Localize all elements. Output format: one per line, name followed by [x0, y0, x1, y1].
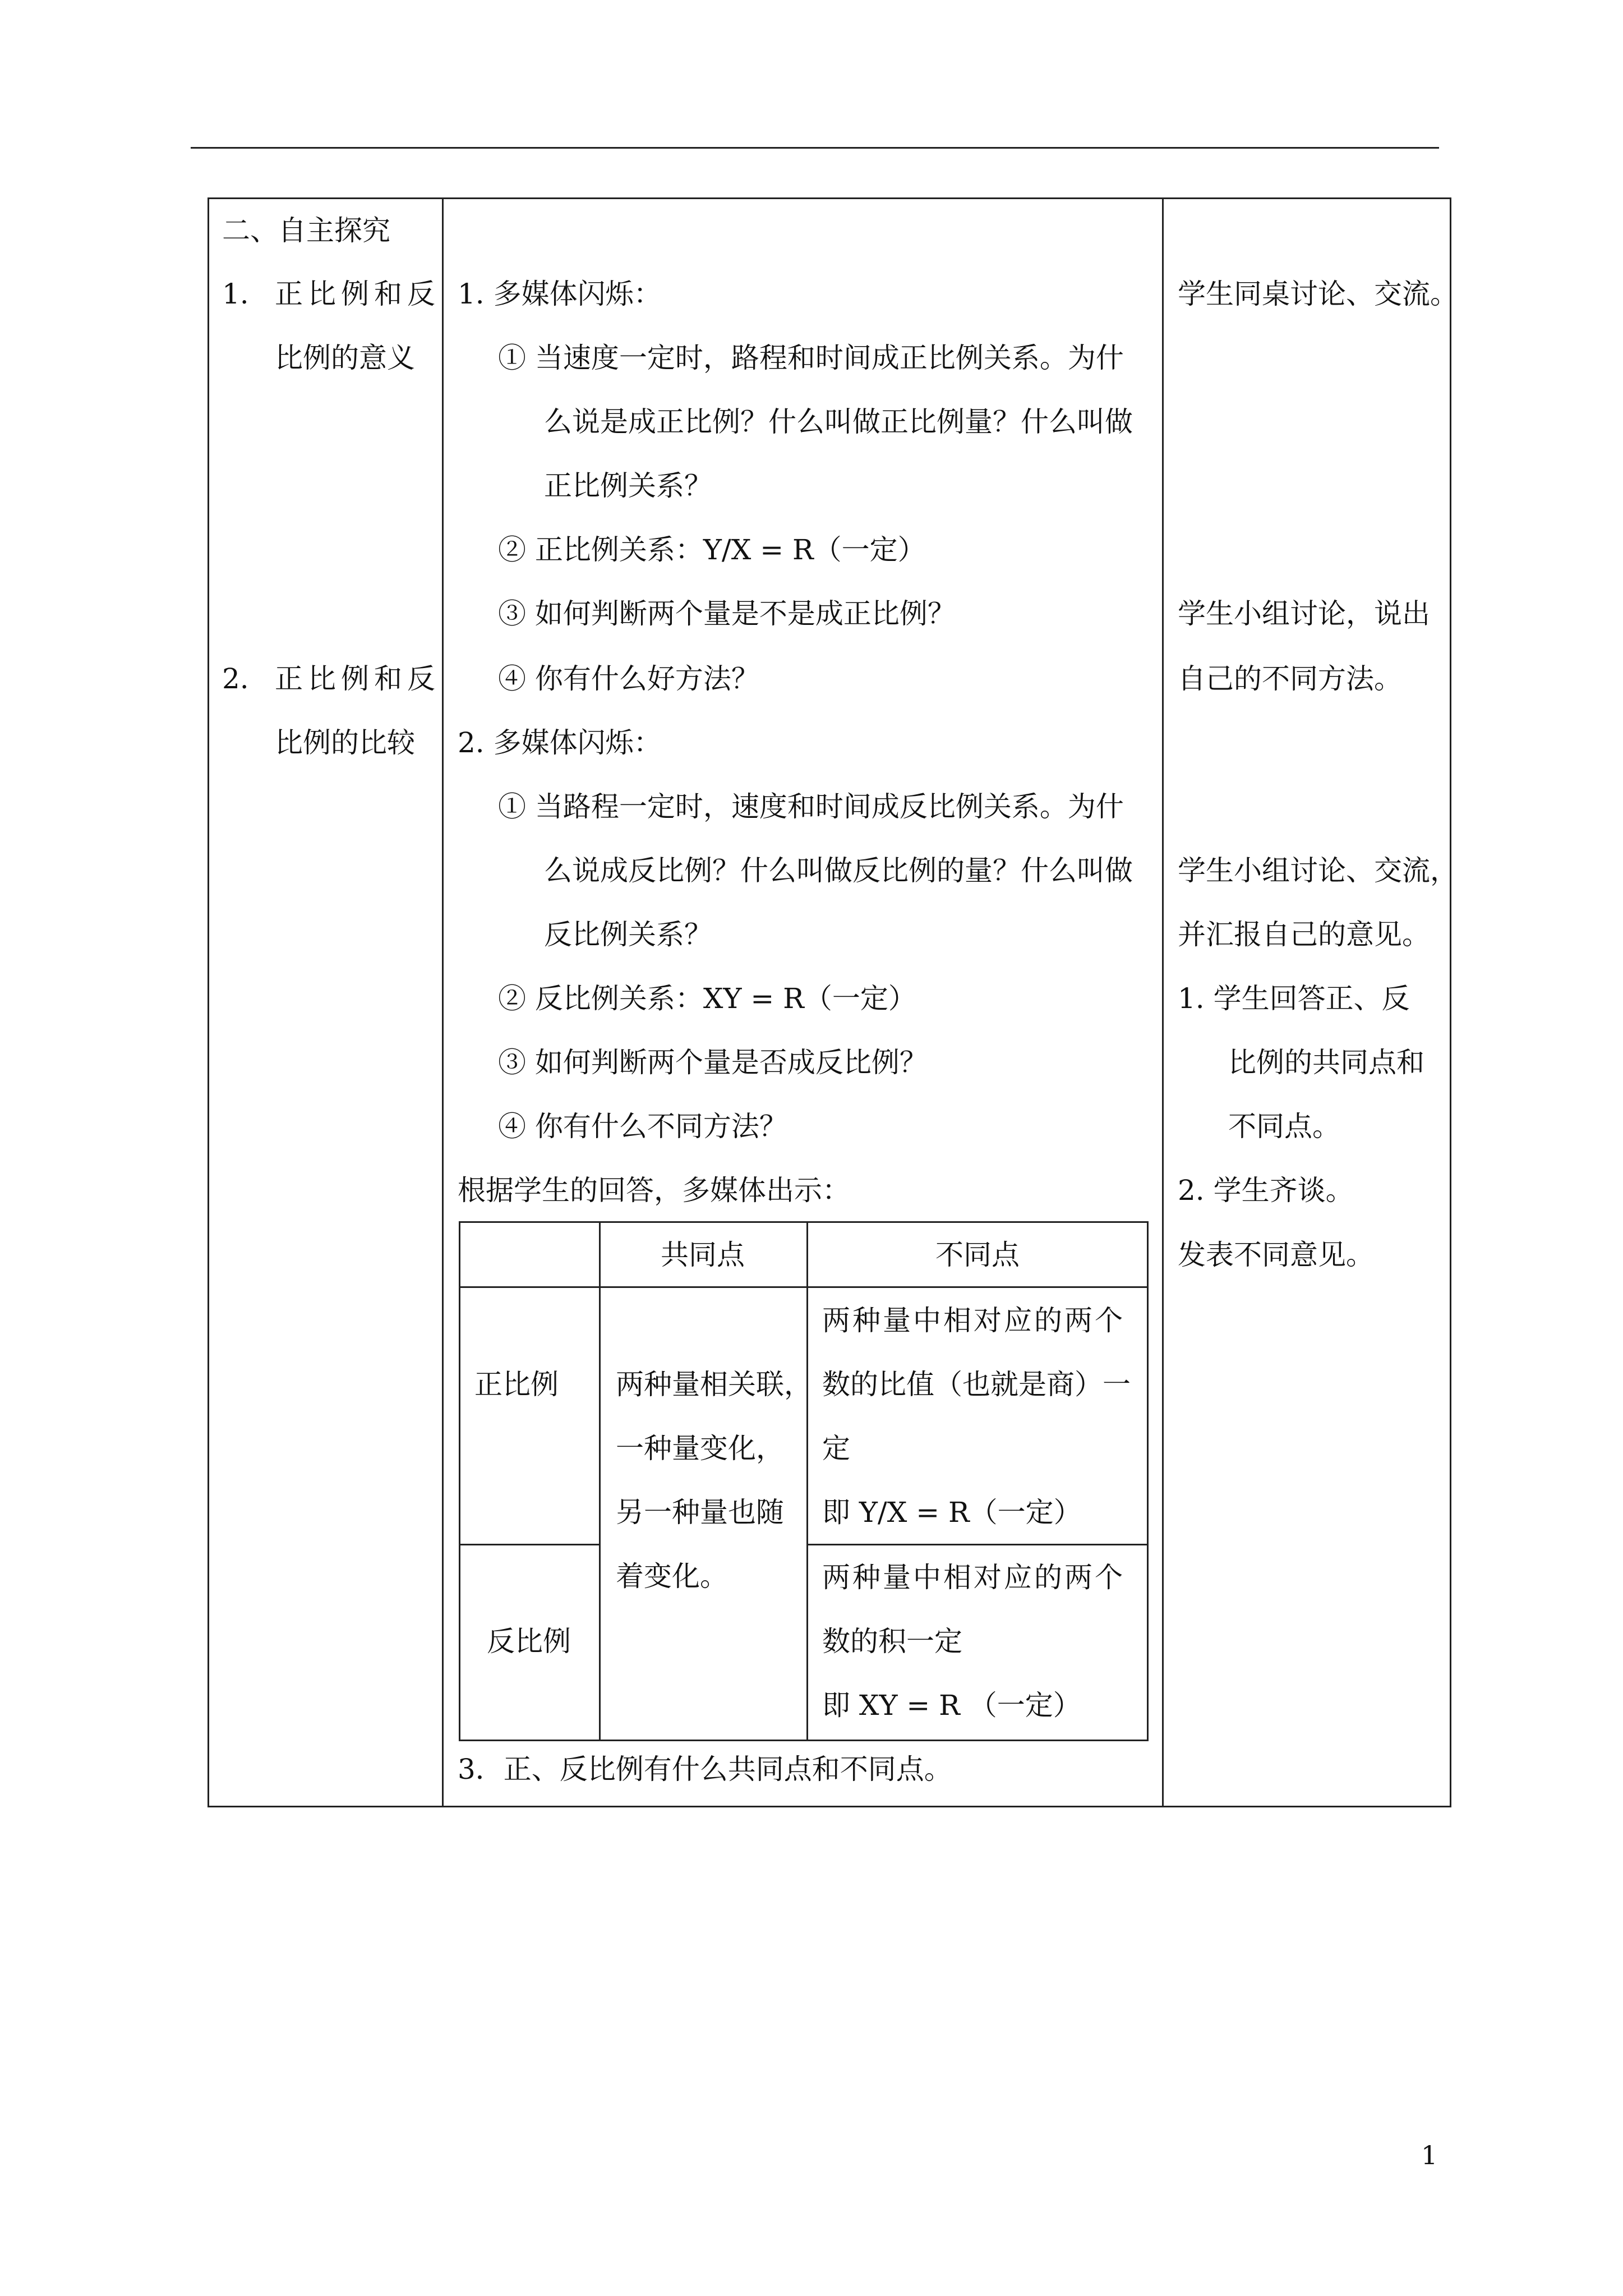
middle-p1-c: ③ 如何判断两个量是不是成正比例？	[498, 597, 956, 630]
comparison-header-common: 共同点	[661, 1239, 745, 1271]
middle-p1-b: ② 正比例关系：Y/X = R（一定）	[498, 533, 926, 566]
middle-p1-a-line3: 正比例关系？	[544, 470, 712, 502]
page-number: 1	[1421, 2140, 1438, 2170]
comparison-diff-inverse-line: 两种量中相对应的两个	[822, 1561, 1125, 1594]
comparison-common-line: 一种量变化，	[616, 1432, 784, 1465]
comparison-diff-direct-line: 数的比值（也就是商）一	[822, 1368, 1131, 1401]
comparison-table-col-rule-1	[599, 1221, 601, 1741]
middle-p2-d: ④ 你有什么不同方法？	[498, 1110, 787, 1143]
middle-intro: 根据学生的回答，多媒体出示：	[458, 1174, 850, 1207]
right-note-4-line3: 不同点。	[1228, 1110, 1340, 1143]
comparison-diff-direct-line: 两种量中相对应的两个	[822, 1304, 1125, 1337]
section-heading: 二、自主探究	[222, 214, 390, 247]
comparison-diff-inverse-line: 即 XY = R （一定）	[822, 1689, 1081, 1722]
right-note-5: 2. 学生齐谈。	[1178, 1174, 1354, 1207]
left-item2-line2: 比例的比较	[275, 726, 415, 759]
middle-p2-a-line2: 么说成反比例？什么叫做反比例的量？什么叫做	[544, 854, 1133, 887]
right-note-4-line1: 1. 学生回答正、反	[1178, 982, 1410, 1015]
right-note-1: 学生同桌讨论、交流。	[1178, 278, 1458, 310]
comparison-common-line: 着变化。	[616, 1560, 728, 1593]
comparison-diff-inverse-line: 数的积一定	[822, 1625, 962, 1658]
right-note-3-line2: 并汇报自己的意见。	[1178, 918, 1430, 951]
comparison-row-label-inverse: 反比例	[487, 1625, 571, 1658]
right-note-4-line2: 比例的共同点和	[1228, 1046, 1424, 1079]
left-item1-number: 1.	[222, 278, 249, 310]
comparison-table-row-rule-left	[459, 1544, 599, 1545]
comparison-row-label-direct: 正比例	[474, 1368, 559, 1401]
header-rule	[191, 147, 1439, 149]
comparison-header-diff: 不同点	[935, 1239, 1020, 1271]
comparison-table	[459, 1221, 1149, 1741]
middle-p1-d: ④ 你有什么好方法？	[498, 662, 759, 695]
comparison-common-line: 另一种量也随	[616, 1496, 784, 1529]
left-item2-line1: 正比例和反	[275, 662, 440, 695]
column-divider-1	[442, 197, 444, 1807]
comparison-table-header-rule	[459, 1286, 1149, 1288]
comparison-common-line: 两种量相关联，	[616, 1368, 812, 1401]
right-note-2-line1: 学生小组讨论，说出	[1178, 597, 1430, 630]
middle-p2-a-line3: 反比例关系？	[544, 918, 712, 951]
left-item1-line1: 正比例和反	[275, 278, 440, 310]
right-note-2-line2: 自己的不同方法。	[1178, 662, 1402, 695]
comparison-table-col-rule-2	[806, 1221, 808, 1741]
middle-p2-a-line1: ① 当路程一定时，速度和时间成反比例关系。为什	[498, 790, 1124, 823]
middle-p2-b: ② 反比例关系：XY = R（一定）	[498, 982, 916, 1015]
comparison-diff-direct-line: 定	[822, 1432, 850, 1465]
middle-p3: 3．正、反比例有什么共同点和不同点。	[458, 1753, 952, 1786]
column-divider-2	[1162, 197, 1164, 1807]
middle-p1-heading: 1. 多媒体闪烁：	[458, 278, 662, 310]
right-note-3-line1: 学生小组讨论、交流，	[1178, 854, 1458, 887]
middle-p1-a-line1: ① 当速度一定时，路程和时间成正比例关系。为什	[498, 342, 1124, 374]
middle-p2-c: ③ 如何判断两个量是否成反比例？	[498, 1046, 928, 1079]
right-note-6: 发表不同意见。	[1178, 1239, 1374, 1271]
comparison-diff-direct-line: 即 Y/X = R（一定）	[822, 1496, 1082, 1529]
comparison-table-row-rule-right	[806, 1544, 1149, 1545]
left-item1-line2: 比例的意义	[275, 342, 415, 374]
middle-p1-a-line2: 么说是成正比例？什么叫做正比例量？什么叫做	[544, 406, 1133, 438]
left-item2-number: 2.	[222, 662, 249, 695]
middle-p2-heading: 2. 多媒体闪烁：	[458, 726, 662, 759]
